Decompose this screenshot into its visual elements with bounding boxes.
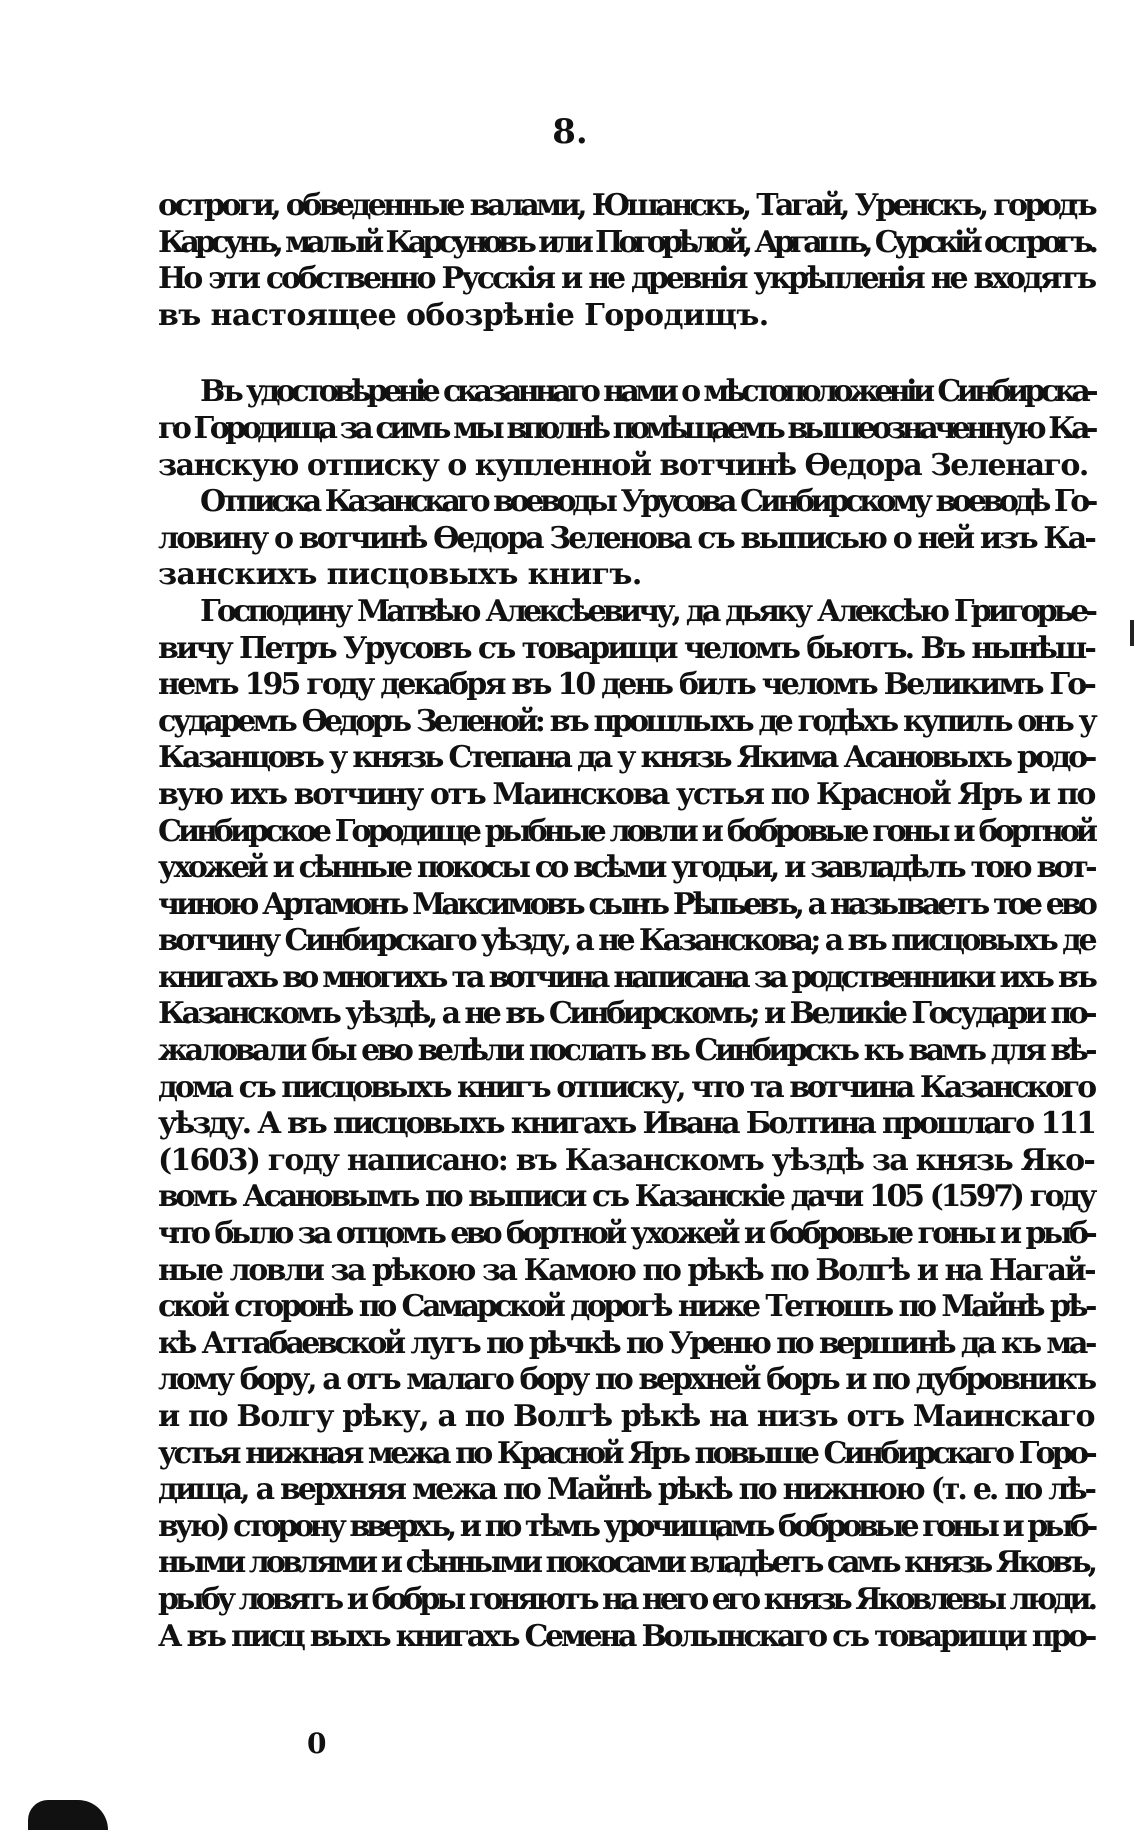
text-line: вую ихъ вотчину отъ Маинскова устья по Красной Яръ и по <box>158 776 1094 812</box>
text-line: Казанскомъ уѣздѣ, а не въ Синбирскомъ; и Великіе Государи по- <box>158 996 1094 1032</box>
page-number: 8. <box>552 112 588 152</box>
text-line: (1603) году написано: въ Казанскомъ уѣздѣ за князь Яко- <box>158 1142 1094 1178</box>
text-line: занскую отписку о купленной вотчинѣ Ѳедора Зеленаго. <box>158 447 1088 483</box>
scan-blot <box>28 1800 108 1830</box>
text-line: рыбу ловятъ и бобры гоняютъ на него его князь Яковлевы люди. <box>158 1581 1094 1617</box>
text-line: Синбирское Городище рыбные ловли и бобровые гоны и бортной <box>158 813 1094 849</box>
text-line: Въ удостовѣреніе сказаннаго нами о мѣстоположеніи Синбирска- <box>200 374 1094 410</box>
text-line: устья нижная межа по Красной Яръ повыше Синбирскаго Горо- <box>158 1435 1094 1471</box>
text-line: жаловали бы ево велѣли послать въ Синбирскъ къ вамъ для вѣ- <box>158 1033 1094 1069</box>
text-line: вичу Петръ Урусовъ съ товарищи челомъ бьютъ. Въ нынѣш- <box>158 630 1094 666</box>
text-line: вую) сторону вверхъ, и по тѣмъ урочищамъ бобровые гоны и рыб- <box>158 1508 1094 1544</box>
text-line: занскихъ писцовыхъ книгъ. <box>158 557 642 593</box>
paragraph-document-title <box>158 484 1094 594</box>
paragraph-intro <box>158 188 1094 334</box>
text-line: го Городища за симъ мы вполнѣ помѣщаемъ вышеозначенную Ка- <box>158 410 1094 446</box>
text-line: что было за отцомъ ево бортной ухожей и бобровые гоны и рыб- <box>158 1216 1094 1252</box>
signature-mark: 0 <box>307 1727 327 1760</box>
text-line: дища, а верхняя межа по Майнѣ рѣкѣ по нижнюю (т. е. по лѣ- <box>158 1472 1094 1508</box>
text-line: ными ловлями и сѣнными покосами владѣетъ самъ князь Яковъ, <box>158 1545 1094 1581</box>
text-line: ловину о вотчинѣ Ѳедора Зеленова съ выписью о ней изъ Ка- <box>158 520 1094 556</box>
paragraph-evidence <box>158 374 1094 484</box>
text-line: уѣзду. А въ писцовыхъ книгахъ Ивана Болтина прошлаго 111 <box>158 1106 1094 1142</box>
text-line: и по Волгу рѣку, а по Волгѣ рѣкѣ на низъ отъ Маинскаго <box>158 1399 1094 1434</box>
text-line: Карсунъ, малый Карсуновъ или Погорѣлой, Аргашъ, Сурскій острогъ. <box>158 224 1094 260</box>
text-line: чиною Артамонъ Максимовъ сынъ Рѣпьевъ, а называетъ тое ево <box>158 886 1094 922</box>
text-line: Отписка Казанскаго воеводы Урусова Синбирскому воеводѣ Го- <box>200 484 1094 520</box>
text-line: вотчину Синбирскаго уѣзду, а не Казанскова; а въ писцовыхъ де <box>158 923 1094 959</box>
text-line: ухожей и сѣнные покосы со всѣми угодьи, и завладѣлъ тою вот- <box>158 850 1094 886</box>
text-line: ской сторонѣ по Самарской дорогѣ ниже Тетюшъ по Майнѣ рѣ- <box>158 1289 1094 1325</box>
text-line: немъ 195 году декабря въ 10 день билъ челомъ Великимъ Го- <box>158 667 1094 703</box>
text-line: сударемъ Ѳедоръ Зеленой: въ прошлыхъ де годѣхъ купилъ онъ у <box>158 703 1094 739</box>
paragraph-document-text <box>158 594 1094 1655</box>
text-line: въ настоящее обозрѣніе Городищъ. <box>158 297 769 333</box>
text-line: Господину Матвѣю Алексѣевичу, да дьяку Алексѣю Григорье- <box>200 593 1094 629</box>
text-line: Казанцовъ у князь Степана да у князь Якима Асановыхъ родо- <box>158 740 1094 776</box>
text-line: лому бору, а отъ малаго бору по верхней боръ и по дубровникъ <box>158 1362 1094 1398</box>
text-line: ные ловли за рѣкою за Камою по рѣкѣ по Волгѣ и на Нагай- <box>158 1252 1094 1288</box>
text-line: остроги, обведенные валами, Юшанскъ, Тагай, Уренскъ, городъ <box>158 188 1094 223</box>
text-line: кѣ Аттабаевской лугъ по рѣчкѣ по Уреню по вершинѣ да къ ма- <box>158 1325 1094 1361</box>
text-line: дома съ писцовыхъ книгъ отписку, что та вотчина Казанского <box>158 1069 1094 1105</box>
text-line: А въ писц выхъ книгахъ Семена Волынскаго съ товарищи про- <box>158 1618 1094 1654</box>
text-line: Но эти собственно Русскія и не древнія укрѣпленія не входятъ <box>158 261 1094 297</box>
page-body <box>158 188 1094 1655</box>
scan-edge-mark <box>1130 620 1134 646</box>
text-line: книгахъ во многихъ та вотчина написана за родственники ихъ въ <box>158 959 1094 995</box>
text-line: вомъ Асановымъ по выписи съ Казанскіе дачи 105 (1597) году <box>158 1179 1094 1215</box>
